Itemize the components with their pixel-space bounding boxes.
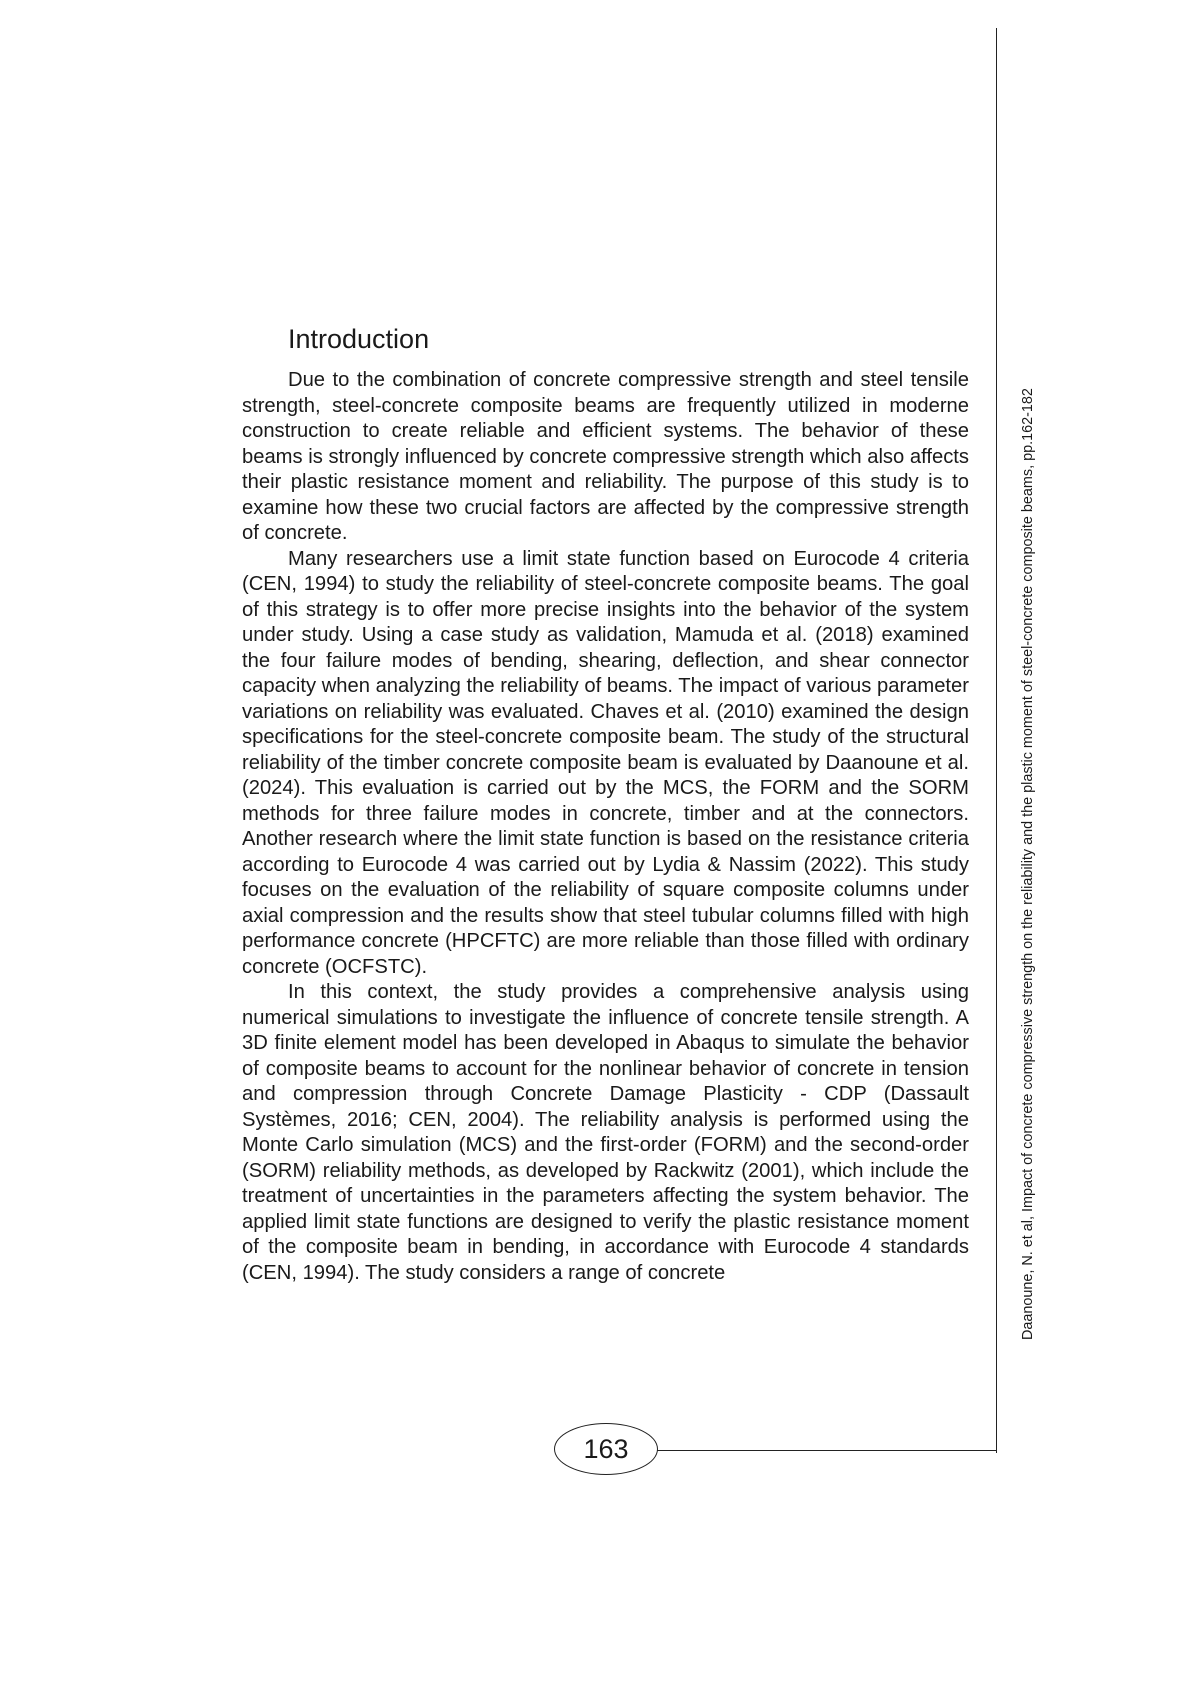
body-text — [242, 368, 969, 1286]
paragraph-1: Due to the combination of concrete compressive strength and steel tensile strength, steel-concrete composite beams are frequently utilized in moderne construction to create reliable and efficient systems. The behavior of these beams is strongly influenced by concrete compressive strength which also affects their plastic resistance moment and reliability. The purpose of this study is to examine how these two crucial factors are affected by the compressive strength of concrete. — [242, 369, 969, 544]
section-heading-introduction: Introduction — [288, 324, 430, 354]
page-number-badge — [554, 1423, 658, 1475]
paragraph-3: In this context, the study provides a comprehensive analysis using numerical simulations to investigate the influence of concrete tensile strength. A 3D finite element model has been developed in Abaqus to simulate the behavior of composite beams to account for the nonlinear behavior of concrete in tension and compression through Concrete Damage Plasticity - CDP (Dassault Systèmes, 2016; CEN, 2004). The reliability analysis is performed using the Monte Carlo simulation (MCS) and the first-order (FORM) and the second-order (SORM) reliability methods, as developed by Rackwitz (2001), which include the treatment of uncertainties in the parameters affecting the system behavior. The applied limit state functions are designed to verify the plastic resistance moment of the composite beam in bending, in accordance with Eurocode 4 standards (CEN, 1994). The study considers a range of concrete — [242, 981, 969, 1284]
margin-rule-vertical — [996, 28, 997, 1453]
running-head-vertical: Daanoune, N. et al, Impact of concrete compressive strength on the reliability and the plastic moment of steel-concrete composite beams, pp.162-182 — [1020, 388, 1036, 1340]
footer-rule-horizontal — [652, 1450, 997, 1451]
paragraph-2: Many researchers use a limit state function based on Eurocode 4 criteria (CEN, 1994) to study the reliability of steel-concrete composite beams. The goal of this strategy is to offer more precise insights into the behavior of the system under study. Using a case study as validation, Mamuda et al. (2018) examined the four failure modes of bending, shearing, deflection, and shear connector capacity when analyzing the reliability of beams. The impact of various parameter variations on reliability was evaluated. Chaves et al. (2010) examined the design specifications for the steel-concrete composite beam. The study of the structural reliability of the timber concrete composite beam is evaluated by Daanoune et al. (2024). This evaluation is carried out by the MCS, the FORM and the SORM methods for three failure modes in concrete, timber and at the connectors. Another research where the limit state function is based on the resistance criteria according to Eurocode 4 was carried out by Lydia & Nassim (2022). This study focuses on the evaluation of the reliability of square composite columns under axial compression and the results show that steel tubular columns filled with high performance concrete (HPCFTC) are more reliable than those filled with ordinary concrete (OCFSTC). — [242, 547, 969, 978]
page-number: 163 — [583, 1433, 629, 1464]
